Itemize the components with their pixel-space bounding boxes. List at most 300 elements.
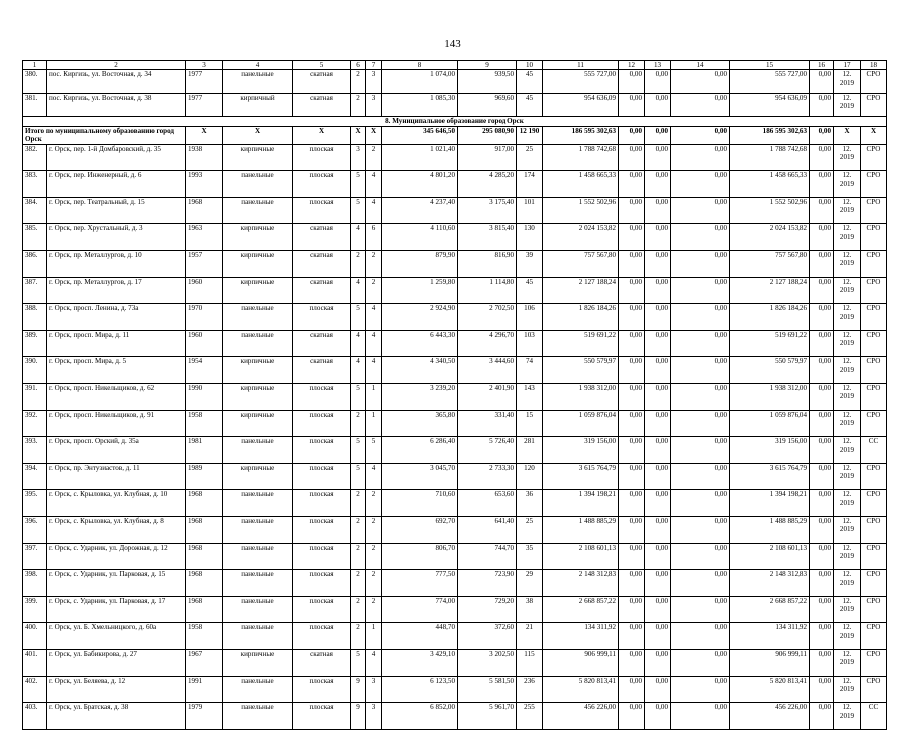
cell-16: 0,00	[810, 70, 834, 94]
cell-10: 106	[517, 304, 543, 331]
cell-18: СС	[861, 437, 887, 464]
cell-2: г. Орск, с. Крыловка, ул. Клубная, д. 8	[47, 516, 186, 543]
cell-14: 0,00	[671, 144, 730, 171]
cell-12: 0,00	[619, 543, 645, 570]
table-row	[23, 676, 887, 703]
cell-13: 0,00	[645, 224, 671, 251]
cell-10: 45	[517, 70, 543, 94]
column-number: 15	[730, 61, 810, 70]
cell-12: 0,00	[619, 224, 645, 251]
cell-18: СРО	[861, 596, 887, 623]
cell-15: 319 156,00	[730, 437, 810, 464]
table-row	[23, 144, 887, 171]
cell-16: 0,00	[810, 93, 834, 117]
cell-15: 1 826 184,26	[730, 304, 810, 331]
total-cell-11: 186 595 302,63	[543, 126, 619, 144]
cell-3: 1981	[186, 437, 223, 464]
table-row	[23, 357, 887, 384]
cell-15: 757 567,80	[730, 251, 810, 278]
cell-4: кирпичные	[223, 357, 293, 384]
cell-10: 101	[517, 197, 543, 224]
cell-15: 1 394 198,21	[730, 490, 810, 517]
cell-16: 0,00	[810, 516, 834, 543]
cell-6: 4	[351, 330, 366, 357]
cell-3: 1960	[186, 330, 223, 357]
cell-18: СРО	[861, 649, 887, 676]
cell-9: 3 444,60	[458, 357, 517, 384]
cell-4: панельные	[223, 570, 293, 597]
cell-15: 3 615 764,79	[730, 463, 810, 490]
cell-4: панельные	[223, 304, 293, 331]
cell-12: 0,00	[619, 463, 645, 490]
cell-14: 0,00	[671, 463, 730, 490]
cell-6: 9	[351, 676, 366, 703]
cell-17: 12. 2019	[834, 570, 861, 597]
cell-6: 2	[351, 70, 366, 94]
table-row	[23, 383, 887, 410]
table-row	[23, 277, 887, 304]
cell-15: 906 999,11	[730, 649, 810, 676]
cell-6: 5	[351, 383, 366, 410]
cell-18: СРО	[861, 490, 887, 517]
cell-18: СРО	[861, 410, 887, 437]
cell-4: панельные	[223, 596, 293, 623]
cell-11: 3 615 764,79	[543, 463, 619, 490]
cell-3: 1963	[186, 224, 223, 251]
cell-4: кирпичные	[223, 410, 293, 437]
cell-13: 0,00	[645, 70, 671, 94]
total-cell-15: 186 595 302,63	[730, 126, 810, 144]
cell-1: 388.	[23, 304, 47, 331]
cell-13: 0,00	[645, 623, 671, 650]
cell-17: 12. 2019	[834, 649, 861, 676]
cell-5: плоская	[293, 596, 351, 623]
column-number: 10	[517, 61, 543, 70]
cell-7: 3	[366, 70, 382, 94]
cell-2: г. Орск, просп. Никельщиков, д. 62	[47, 383, 186, 410]
cell-14: 0,00	[671, 649, 730, 676]
cell-9: 969,60	[458, 93, 517, 117]
cell-10: 281	[517, 437, 543, 464]
total-cell-10: 12 190	[517, 126, 543, 144]
cell-10: 25	[517, 144, 543, 171]
cell-14: 0,00	[671, 676, 730, 703]
cell-18: СРО	[861, 570, 887, 597]
cell-7: 1	[366, 410, 382, 437]
cell-9: 917,00	[458, 144, 517, 171]
cell-3: 1968	[186, 516, 223, 543]
cell-15: 2 668 857,22	[730, 596, 810, 623]
cell-8: 710,60	[382, 490, 458, 517]
cell-18: СРО	[861, 251, 887, 278]
cell-8: 777,50	[382, 570, 458, 597]
cell-17: 12. 2019	[834, 516, 861, 543]
cell-17: 12. 2019	[834, 623, 861, 650]
cell-2: г. Орск, с. Ударник, ул. Парковая, д. 17	[47, 596, 186, 623]
cell-5: плоская	[293, 490, 351, 517]
cell-7: 3	[366, 676, 382, 703]
total-cell-8: 345 646,50	[382, 126, 458, 144]
cell-6: 5	[351, 304, 366, 331]
cell-5: скатная	[293, 70, 351, 94]
cell-15: 1 059 876,04	[730, 410, 810, 437]
cell-7: 2	[366, 570, 382, 597]
cell-7: 4	[366, 357, 382, 384]
cell-9: 5 961,70	[458, 703, 517, 730]
cell-2: пос. Киргизь, ул. Восточная, д. 38	[47, 93, 186, 117]
cell-2: г. Орск, просп. Ленина, д. 73а	[47, 304, 186, 331]
cell-11: 1 488 885,29	[543, 516, 619, 543]
cell-6: 2	[351, 543, 366, 570]
cell-8: 806,70	[382, 543, 458, 570]
cell-3: 1977	[186, 70, 223, 94]
cell-17: 12. 2019	[834, 357, 861, 384]
cell-7: 1	[366, 383, 382, 410]
cell-11: 1 788 742,68	[543, 144, 619, 171]
cell-13: 0,00	[645, 251, 671, 278]
cell-16: 0,00	[810, 596, 834, 623]
cell-9: 372,60	[458, 623, 517, 650]
cell-17: 12. 2019	[834, 383, 861, 410]
cell-4: панельные	[223, 516, 293, 543]
total-cell-17: X	[834, 126, 861, 144]
column-number: 14	[671, 61, 730, 70]
cell-8: 4 237,40	[382, 197, 458, 224]
cell-17: 12. 2019	[834, 330, 861, 357]
cell-10: 39	[517, 251, 543, 278]
cell-2: г. Орск, пр. Металлургов, д. 10	[47, 251, 186, 278]
cell-12: 0,00	[619, 197, 645, 224]
cell-11: 2 668 857,22	[543, 596, 619, 623]
cell-10: 29	[517, 570, 543, 597]
cell-12: 0,00	[619, 383, 645, 410]
cell-6: 3	[351, 144, 366, 171]
cell-10: 38	[517, 596, 543, 623]
cell-9: 5 726,40	[458, 437, 517, 464]
cell-5: плоская	[293, 304, 351, 331]
cell-18: СРО	[861, 676, 887, 703]
cell-4: кирпичные	[223, 251, 293, 278]
table-body	[23, 61, 887, 730]
cell-14: 0,00	[671, 570, 730, 597]
cell-3: 1960	[186, 277, 223, 304]
cell-17: 12. 2019	[834, 251, 861, 278]
cell-15: 134 311,92	[730, 623, 810, 650]
cell-16: 0,00	[810, 251, 834, 278]
cell-5: скатная	[293, 224, 351, 251]
cell-8: 3 045,70	[382, 463, 458, 490]
table-row	[23, 570, 887, 597]
cell-1: 396.	[23, 516, 47, 543]
cell-1: 402.	[23, 676, 47, 703]
cell-14: 0,00	[671, 251, 730, 278]
cell-13: 0,00	[645, 410, 671, 437]
cell-11: 1 059 876,04	[543, 410, 619, 437]
cell-2: г. Орск, пер. Театральный, д. 15	[47, 197, 186, 224]
total-cell-12: 0,00	[619, 126, 645, 144]
cell-5: плоская	[293, 383, 351, 410]
cell-13: 0,00	[645, 93, 671, 117]
cell-4: панельные	[223, 623, 293, 650]
cell-9: 2 733,30	[458, 463, 517, 490]
cell-9: 3 175,40	[458, 197, 517, 224]
cell-10: 45	[517, 93, 543, 117]
cell-2: г. Орск, просп. Орский, д. 35а	[47, 437, 186, 464]
cell-11: 906 999,11	[543, 649, 619, 676]
cell-5: плоская	[293, 171, 351, 198]
cell-6: 5	[351, 649, 366, 676]
cell-12: 0,00	[619, 93, 645, 117]
cell-7: 2	[366, 251, 382, 278]
cell-1: 403.	[23, 703, 47, 730]
cell-14: 0,00	[671, 357, 730, 384]
column-number: 16	[810, 61, 834, 70]
cell-2: г. Орск, просп. Мира, д. 5	[47, 357, 186, 384]
cell-14: 0,00	[671, 596, 730, 623]
cell-7: 2	[366, 596, 382, 623]
table-row	[23, 463, 887, 490]
cell-15: 5 820 813,41	[730, 676, 810, 703]
cell-12: 0,00	[619, 251, 645, 278]
cell-7: 4	[366, 463, 382, 490]
cell-18: СРО	[861, 144, 887, 171]
column-number: 2	[47, 61, 186, 70]
cell-4: кирпичные	[223, 277, 293, 304]
cell-9: 5 581,50	[458, 676, 517, 703]
cell-5: скатная	[293, 277, 351, 304]
cell-14: 0,00	[671, 224, 730, 251]
cell-5: скатная	[293, 357, 351, 384]
cell-7: 2	[366, 490, 382, 517]
cell-5: плоская	[293, 144, 351, 171]
cell-3: 1968	[186, 490, 223, 517]
cell-16: 0,00	[810, 197, 834, 224]
cell-13: 0,00	[645, 171, 671, 198]
cell-13: 0,00	[645, 304, 671, 331]
column-number: 8	[382, 61, 458, 70]
cell-11: 2 148 312,83	[543, 570, 619, 597]
cell-3: 1977	[186, 93, 223, 117]
cell-10: 74	[517, 357, 543, 384]
cell-2: г. Орск, пр. Металлургов, д. 17	[47, 277, 186, 304]
cell-11: 2 024 153,82	[543, 224, 619, 251]
cell-11: 319 156,00	[543, 437, 619, 464]
cell-1: 386.	[23, 251, 47, 278]
cell-6: 5	[351, 463, 366, 490]
cell-8: 879,90	[382, 251, 458, 278]
cell-15: 954 636,09	[730, 93, 810, 117]
cell-17: 12. 2019	[834, 490, 861, 517]
cell-16: 0,00	[810, 330, 834, 357]
column-number: 4	[223, 61, 293, 70]
cell-4: панельные	[223, 703, 293, 730]
cell-12: 0,00	[619, 277, 645, 304]
cell-3: 1993	[186, 171, 223, 198]
cell-1: 385.	[23, 224, 47, 251]
cell-13: 0,00	[645, 144, 671, 171]
cell-2: г. Орск, пер. 1-й Домбаровский, д. 35	[47, 144, 186, 171]
cell-18: СРО	[861, 357, 887, 384]
cell-12: 0,00	[619, 676, 645, 703]
cell-6: 2	[351, 93, 366, 117]
cell-12: 0,00	[619, 623, 645, 650]
cell-10: 15	[517, 410, 543, 437]
total-row	[23, 126, 887, 144]
cell-5: скатная	[293, 93, 351, 117]
cell-8: 1 259,80	[382, 277, 458, 304]
cell-3: 1989	[186, 463, 223, 490]
cell-6: 5	[351, 437, 366, 464]
cell-16: 0,00	[810, 703, 834, 730]
cell-14: 0,00	[671, 383, 730, 410]
cell-5: скатная	[293, 649, 351, 676]
cell-13: 0,00	[645, 649, 671, 676]
cell-16: 0,00	[810, 171, 834, 198]
cell-8: 1 074,00	[382, 70, 458, 94]
cell-13: 0,00	[645, 676, 671, 703]
cell-11: 1 458 665,33	[543, 171, 619, 198]
cell-4: кирпичные	[223, 649, 293, 676]
cell-1: 383.	[23, 171, 47, 198]
table-row	[23, 93, 887, 117]
cell-7: 3	[366, 93, 382, 117]
cell-2: г. Орск, с. Ударник, ул. Дорожная, д. 12	[47, 543, 186, 570]
cell-9: 3 202,50	[458, 649, 517, 676]
cell-13: 0,00	[645, 570, 671, 597]
cell-12: 0,00	[619, 490, 645, 517]
cell-16: 0,00	[810, 543, 834, 570]
cell-17: 12. 2019	[834, 703, 861, 730]
table-row	[23, 437, 887, 464]
cell-12: 0,00	[619, 304, 645, 331]
cell-8: 6 852,00	[382, 703, 458, 730]
cell-2: г. Орск, ул. Беляева, д. 12	[47, 676, 186, 703]
cell-5: плоская	[293, 410, 351, 437]
cell-8: 774,00	[382, 596, 458, 623]
cell-17: 12. 2019	[834, 676, 861, 703]
cell-7: 4	[366, 197, 382, 224]
cell-4: панельные	[223, 330, 293, 357]
cell-4: панельные	[223, 490, 293, 517]
cell-8: 2 924,90	[382, 304, 458, 331]
cell-16: 0,00	[810, 490, 834, 517]
cell-14: 0,00	[671, 516, 730, 543]
housing-table	[22, 60, 887, 730]
cell-1: 395.	[23, 490, 47, 517]
cell-11: 555 727,00	[543, 70, 619, 94]
cell-10: 45	[517, 277, 543, 304]
cell-17: 12. 2019	[834, 224, 861, 251]
cell-7: 6	[366, 224, 382, 251]
page-number: 143	[444, 38, 461, 50]
cell-11: 2 127 188,24	[543, 277, 619, 304]
cell-4: панельные	[223, 197, 293, 224]
cell-15: 2 148 312,83	[730, 570, 810, 597]
cell-12: 0,00	[619, 437, 645, 464]
cell-16: 0,00	[810, 383, 834, 410]
cell-3: 1967	[186, 649, 223, 676]
cell-1: 390.	[23, 357, 47, 384]
cell-12: 0,00	[619, 410, 645, 437]
table-row	[23, 224, 887, 251]
cell-7: 2	[366, 144, 382, 171]
cell-15: 456 226,00	[730, 703, 810, 730]
cell-13: 0,00	[645, 437, 671, 464]
cell-9: 4 296,70	[458, 330, 517, 357]
total-cell-7: X	[366, 126, 382, 144]
table-row	[23, 596, 887, 623]
cell-4: панельные	[223, 676, 293, 703]
cell-9: 1 114,80	[458, 277, 517, 304]
cell-6: 4	[351, 357, 366, 384]
cell-12: 0,00	[619, 649, 645, 676]
cell-13: 0,00	[645, 596, 671, 623]
cell-16: 0,00	[810, 649, 834, 676]
cell-8: 3 239,20	[382, 383, 458, 410]
cell-18: СРО	[861, 171, 887, 198]
section-row	[23, 117, 887, 126]
section-title: 8. Муниципальное образование город Орск	[23, 117, 887, 126]
cell-7: 2	[366, 516, 382, 543]
cell-3: 1968	[186, 570, 223, 597]
cell-17: 12. 2019	[834, 144, 861, 171]
table-row	[23, 304, 887, 331]
cell-10: 255	[517, 703, 543, 730]
cell-7: 5	[366, 437, 382, 464]
cell-2: г. Орск, пр. Энтузиастов, д. 11	[47, 463, 186, 490]
column-number: 11	[543, 61, 619, 70]
cell-10: 25	[517, 516, 543, 543]
cell-3: 1968	[186, 543, 223, 570]
cell-12: 0,00	[619, 516, 645, 543]
cell-12: 0,00	[619, 570, 645, 597]
cell-18: СРО	[861, 623, 887, 650]
cell-7: 1	[366, 623, 382, 650]
total-label: Итого по муниципальному образованию город Орск	[23, 126, 186, 144]
cell-15: 2 127 188,24	[730, 277, 810, 304]
cell-4: кирпичные	[223, 383, 293, 410]
cell-2: г. Орск, пер. Инженерный, д. 6	[47, 171, 186, 198]
column-number: 9	[458, 61, 517, 70]
cell-14: 0,00	[671, 277, 730, 304]
cell-16: 0,00	[810, 570, 834, 597]
cell-2: г. Орск, просп. Никельщиков, д. 91	[47, 410, 186, 437]
cell-9: 2 702,50	[458, 304, 517, 331]
cell-1: 382.	[23, 144, 47, 171]
cell-5: скатная	[293, 330, 351, 357]
cell-1: 384.	[23, 197, 47, 224]
cell-13: 0,00	[645, 197, 671, 224]
cell-4: панельные	[223, 171, 293, 198]
cell-9: 723,90	[458, 570, 517, 597]
cell-18: СРО	[861, 383, 887, 410]
cell-11: 757 567,80	[543, 251, 619, 278]
cell-1: 394.	[23, 463, 47, 490]
cell-12: 0,00	[619, 70, 645, 94]
table-row	[23, 623, 887, 650]
cell-15: 519 691,22	[730, 330, 810, 357]
cell-15: 1 552 502,96	[730, 197, 810, 224]
cell-18: СРО	[861, 277, 887, 304]
cell-8: 3 429,10	[382, 649, 458, 676]
total-cell-6: X	[351, 126, 366, 144]
table-row	[23, 543, 887, 570]
cell-16: 0,00	[810, 410, 834, 437]
cell-12: 0,00	[619, 357, 645, 384]
cell-8: 4 340,50	[382, 357, 458, 384]
total-cell-13: 0,00	[645, 126, 671, 144]
cell-9: 744,70	[458, 543, 517, 570]
